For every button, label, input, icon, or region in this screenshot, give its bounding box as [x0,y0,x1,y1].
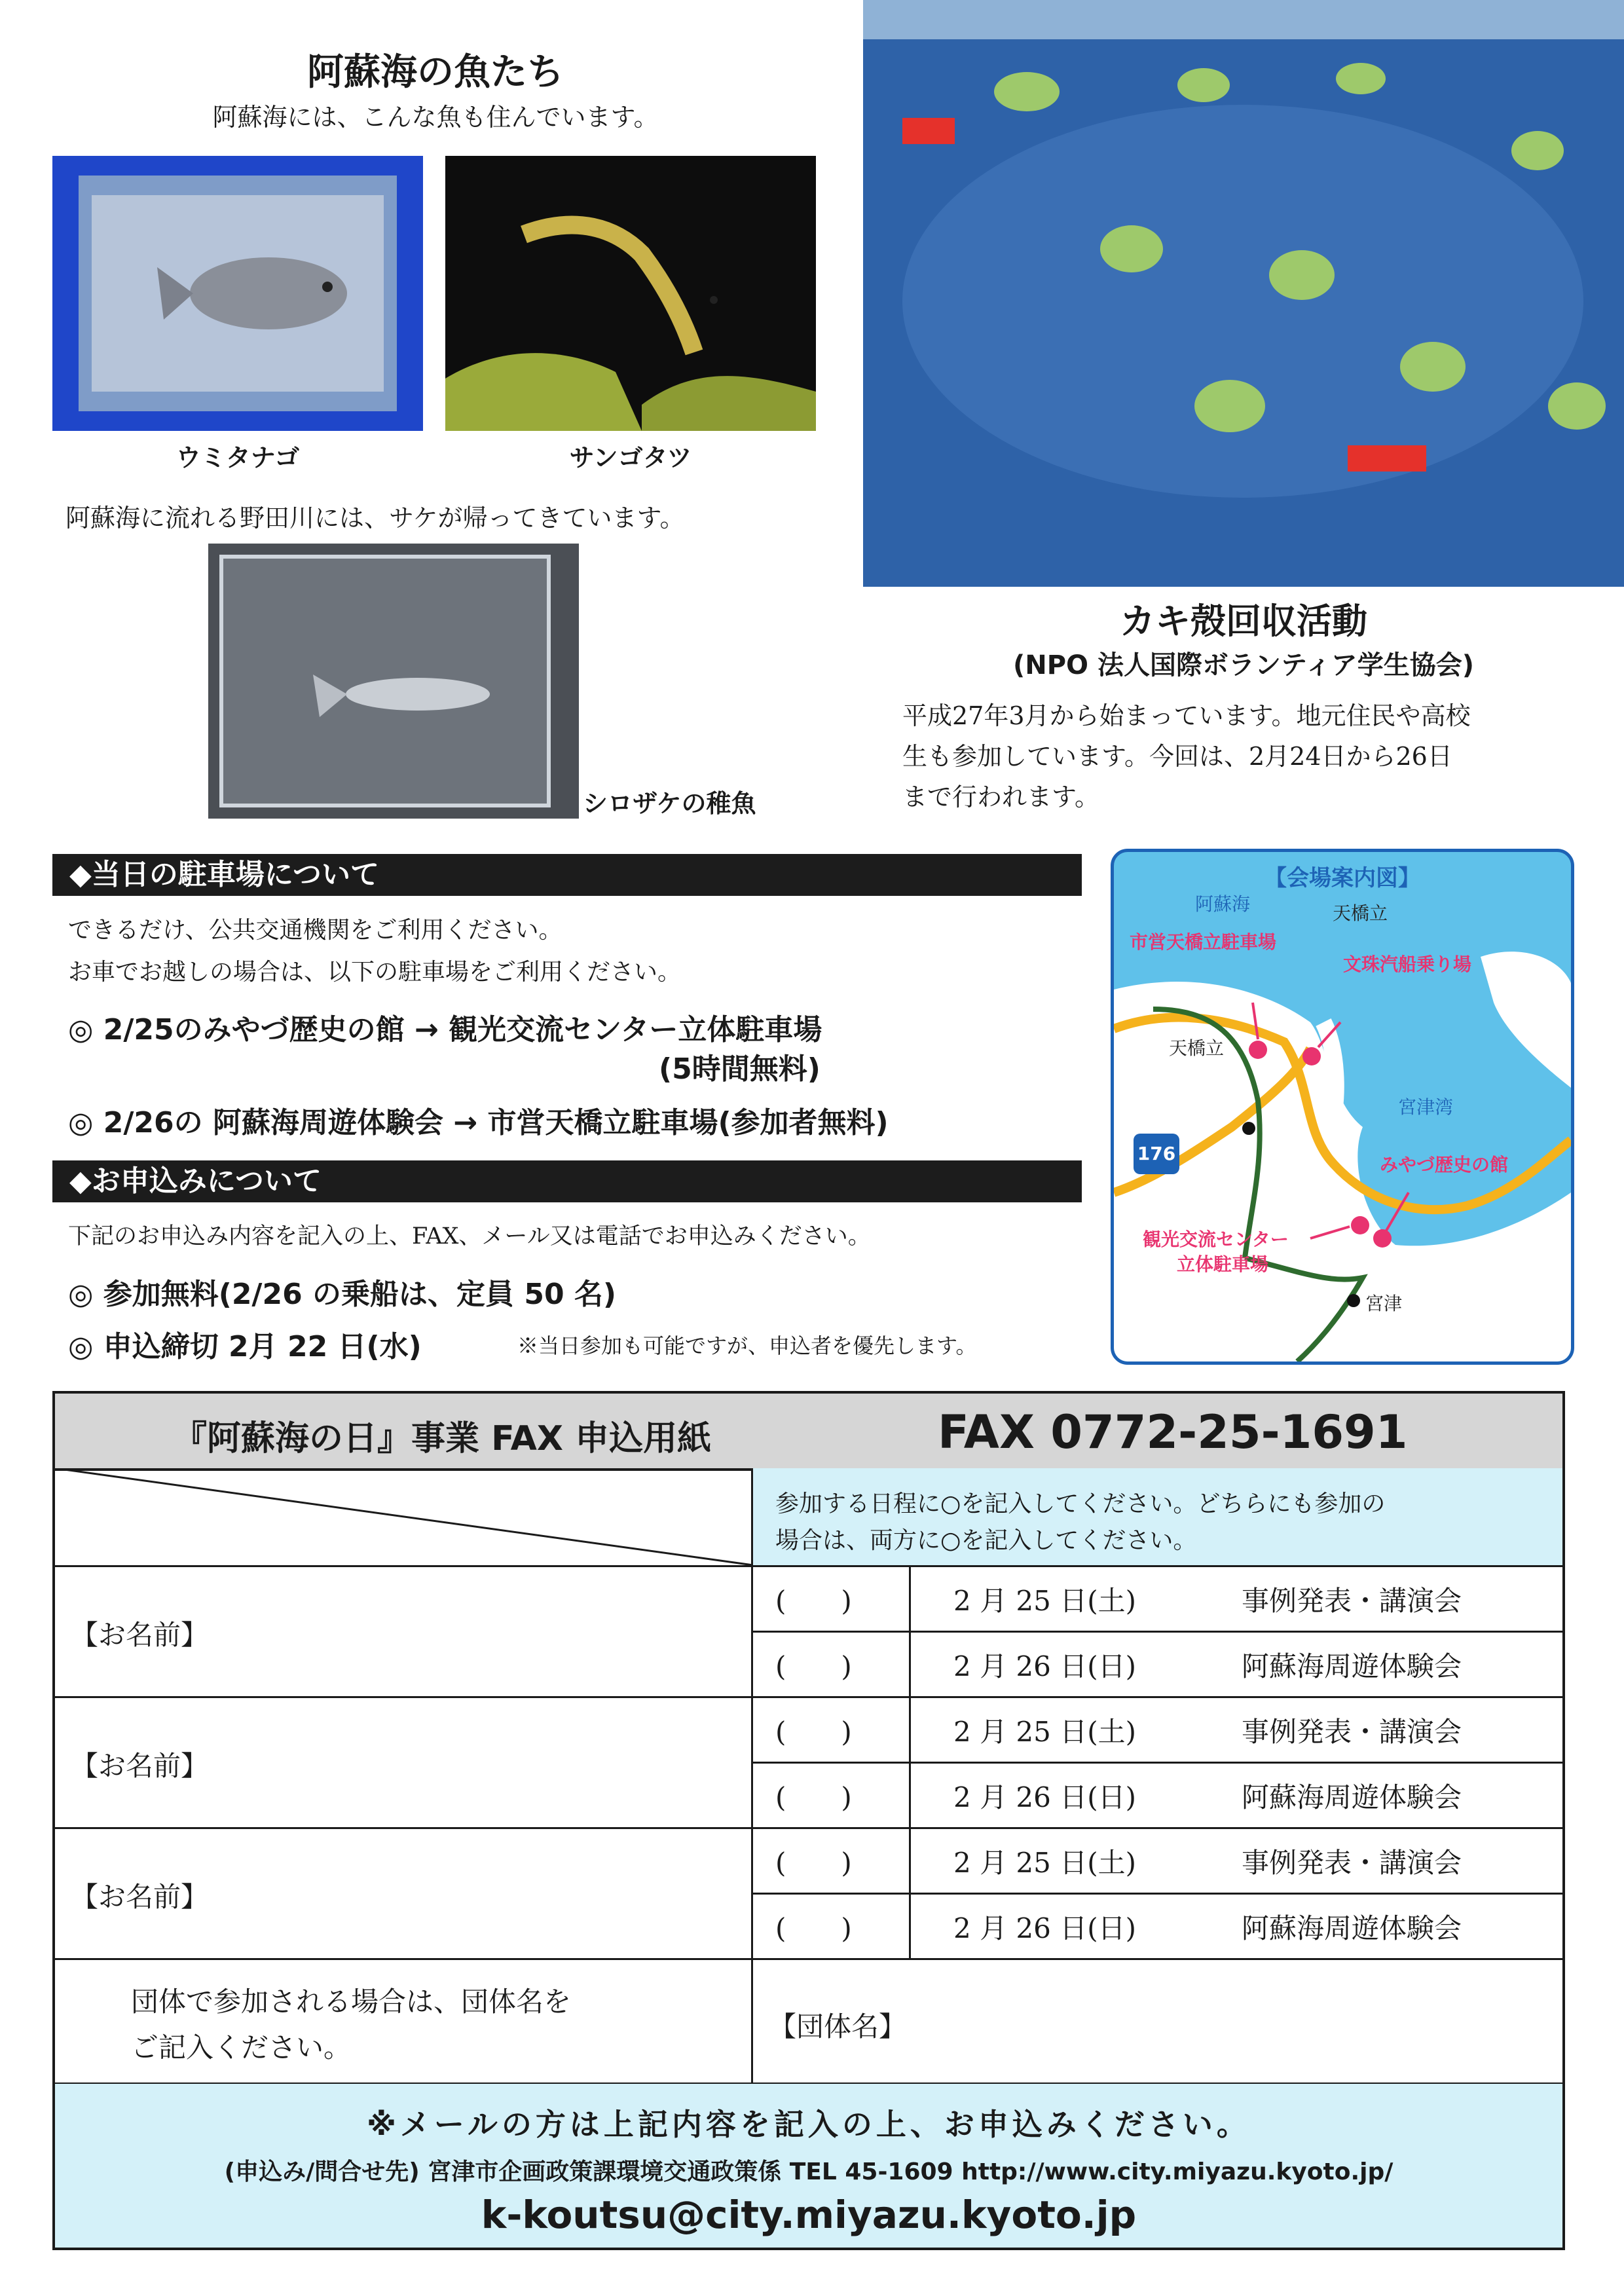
oyster-line-1: 平成27年3月から始まっています。地元住民や高校 [902,701,1471,730]
footer-mail-note: ※メールの方は上記内容を記入の上、お申込みください。 [367,2107,1251,2142]
apply-line: 下記のお申込み内容を記入の上、FAX、メール又は電話でお申込みください。 [68,1223,871,1250]
map-label-amanohashidate: 天橋立 [1333,902,1388,924]
map-label-center-1: 観光交流センター [1143,1229,1289,1250]
form-header-fax: FAX 0772-25-1691 [938,1405,1408,1459]
river-text: 阿蘇海に流れる野田川には、サケが帰ってきています。 [65,504,685,532]
form-footer [55,2084,1562,2248]
attend-mark-3a[interactable]: ( ) [775,1847,852,1879]
event-1a: 事例発表・講演会 [1242,1585,1462,1617]
name-label-2: 【お名前】 [71,1750,209,1782]
photo-umitanago [52,156,423,431]
map-label-station: 天橋立 [1169,1037,1225,1059]
date-2a: 2 月 25 日(土) [953,1716,1136,1748]
group-name-field[interactable] [906,1967,1548,2072]
fax-application-form [52,1391,1565,2250]
map-label-route: 176 [1137,1143,1176,1164]
oyster-line-2: 生も参加しています。今回は、2月24日から26日 [902,742,1452,771]
map-label-parking-city: 市営天橋立駐車場 [1130,931,1277,953]
name-field-1[interactable] [251,1572,736,1690]
map-label-monju: 文珠汽船乗り場 [1343,954,1472,975]
parking-item-2: ◎ 2/26の 阿蘇海周遊体験会 → 市営天橋立駐車場(参加者無料) [68,1106,889,1139]
form-diagonal-line [55,1468,753,1565]
date-1b: 2 月 26 日(日) [953,1650,1136,1682]
form-instruction-line-1: 参加する日程に○を記入してください。どちらにも参加の [775,1491,1386,1517]
photo-oyster-activity [863,0,1624,587]
event-2a: 事例発表・講演会 [1242,1716,1462,1748]
date-3a: 2 月 25 日(土) [953,1847,1136,1879]
date-3b: 2 月 26 日(日) [953,1912,1136,1944]
attend-mark-1a[interactable]: ( ) [775,1585,852,1617]
map-label-asokai: 阿蘇海 [1195,893,1251,915]
date-2b: 2 月 26 日(日) [953,1781,1136,1813]
name-label-3: 【お名前】 [71,1881,209,1913]
apply-item-2-note: ※当日参加も可能ですが、申込者を優先します。 [517,1333,977,1358]
map-label-museum: みやづ歴史の館 [1380,1154,1509,1176]
venue-map [1111,849,1574,1365]
photo-sangotatsu [445,156,816,431]
footer-email[interactable]: k-koutsu@city.miyazu.kyoto.jp [481,2193,1137,2237]
attend-mark-2b[interactable]: ( ) [775,1781,852,1813]
oyster-title: カキ殻回収活動 [1120,601,1367,642]
name-field-2[interactable] [251,1703,736,1821]
map-label-bay: 宮津湾 [1398,1096,1454,1118]
attend-mark-2a[interactable]: ( ) [775,1716,852,1748]
group-instruction-2: ご記入ください。 [131,2031,352,2064]
apply-heading: ◆お申込みについて [52,1160,1082,1202]
caption-shirozake: シロザケの稚魚 [583,789,756,818]
event-2b: 阿蘇海周遊体験会 [1242,1781,1462,1813]
attend-mark-1b[interactable]: ( ) [775,1650,852,1682]
name-field-3[interactable] [251,1834,736,1952]
parking-line-1: できるだけ、公共交通機関をご利用ください。 [68,917,563,944]
parking-line-2: お車でお越しの場合は、以下の駐車場をご利用ください。 [68,959,682,986]
form-header [55,1394,1562,1471]
date-1a: 2 月 25 日(土) [953,1585,1136,1617]
group-name-label: 【団体名】 [769,2010,907,2043]
event-3b: 阿蘇海周遊体験会 [1242,1912,1462,1944]
fish-subtitle: 阿蘇海には、こんな魚も住んでいます。 [212,103,659,132]
footer-contact: (申込み/問合せ先) 宮津市企画政策課環境交通政策係 TEL 45-1609 http://www.city.miyazu.kyoto.jp/ [224,2158,1393,2185]
form-header-title: 『阿蘇海の日』事業 FAX 申込用紙 [173,1419,712,1458]
group-instruction-1: 団体で参加される場合は、団体名を [131,1986,572,2018]
name-label-1: 【お名前】 [71,1619,209,1651]
apply-item-1: ◎ 参加無料(2/26 の乗船は、定員 50 名) [68,1278,617,1311]
oyster-line-3: まで行われます。 [902,783,1099,811]
fish-title: 阿蘇海の魚たち [307,51,564,94]
attend-mark-3b[interactable]: ( ) [775,1912,852,1944]
map-label-miyazu: 宮津 [1365,1293,1403,1314]
photo-shirozake [208,544,579,819]
form-instruction-line-2: 場合は、両方に○を記入してください。 [775,1527,1197,1554]
event-3a: 事例発表・講演会 [1242,1847,1462,1879]
parking-heading: ◆当日の駐車場について [52,854,1082,896]
caption-sangotatsu: サンゴタツ [569,443,692,472]
parking-item-1: ◎ 2/25のみやづ歴史の館 → 観光交流センター立体駐車場 [68,1013,822,1046]
event-1b: 阿蘇海周遊体験会 [1242,1650,1462,1682]
oyster-org: (NPO 法人国際ボランティア学生協会) [1012,650,1475,680]
map-label-center-2: 立体駐車場 [1177,1253,1269,1275]
map-title: 【会場案内図】 [1264,865,1420,891]
apply-item-2: ◎ 申込締切 2月 22 日(水) [68,1330,422,1363]
caption-umitanago: ウミタナゴ [175,443,300,472]
parking-item-1-note: (5時間無料) [659,1052,821,1086]
